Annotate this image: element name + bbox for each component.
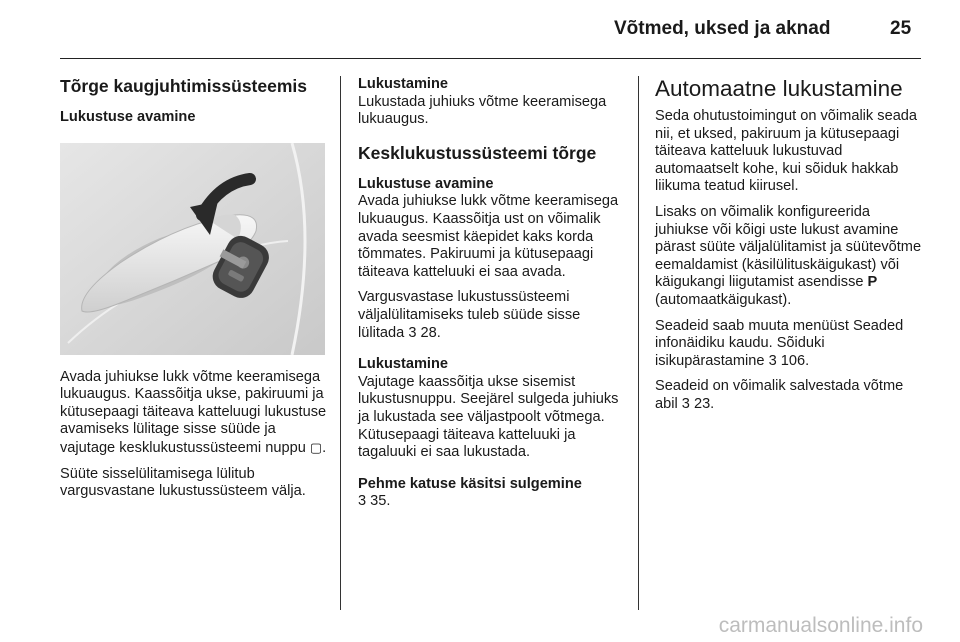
subheading: Lukustamine	[358, 76, 449, 92]
subheading: Lukustamine	[358, 356, 449, 373]
subheading: Lukustuse avamine	[60, 109, 196, 125]
paragraph: Seda ohutustoimingut on võimalik seada nii, et uksed, pakiruum ja kütusepaagi täiteava katteluuk lukustuvad automaatselt kohe, kui sõiduk hakkab liikuma teatud kiirusel.	[655, 108, 918, 195]
page-reference: 3 23.	[681, 395, 715, 412]
svg-text:carmanualsonline.info: carmanualsonline.info	[718, 614, 923, 637]
paragraph: Vargusvastase lukustussüsteemi väljalülitamiseks tuleb süüde sisse lülitada 3 28.	[358, 289, 581, 341]
paragraph: Vajutage kaassõitja ukse sisemist lukustusnuppu. Seejärel sulgeda juhiuks ja lukustada see väljastpoolt võtmega. Kütusepaagi täiteava katteluuki ja tagaluuki ei saa lukustada.	[358, 373, 619, 461]
lock-icon: ▢	[309, 439, 323, 455]
door-handle-key-icon	[60, 143, 325, 355]
column-divider	[638, 76, 639, 610]
door-handle-illustration	[60, 143, 325, 355]
paragraph: Avada juhiukse lukk võtme keeramisega lukuaugus. Kaassõitja ust on võimalik avada seesmist käepidet kaks korda tõmmates. Pakiruumi ja kütusepaagi täiteava katteluuki ei saa avada.	[358, 193, 619, 280]
page-reference: 3 28.	[408, 324, 441, 341]
header-title: Võtmed, uksed ja aknad	[614, 18, 831, 39]
page-reference: 3 106.	[768, 352, 810, 369]
section-heading: Kesklukustussüsteemi tõrge	[358, 142, 597, 163]
subheading: Lukustuse avamine	[358, 175, 494, 192]
section-heading: Tõrge kaugjuhtimissüsteemis	[60, 76, 308, 96]
header-rule	[60, 58, 921, 59]
section-heading: Automaatne lukustamine	[655, 76, 903, 101]
column-2	[358, 76, 620, 519]
column-divider	[340, 76, 341, 610]
paragraph: Avada juhiukse lukk võtme keeramisega lukuaugus. Kaassõitja ukse, pakiruumi ja kütusepaagi täiteava katteluugi lukustuse avamiseks lülitage sisse süüde ja vajutage kesklukustussüsteemi nuppu ▢.	[60, 368, 327, 456]
paragraph: Lukustada juhiuks võtme keeramisega lukuaugus.	[358, 93, 607, 128]
gear-position: P	[867, 274, 878, 291]
paragraph: Seadeid on võimalik salvestada võtme abil 3 23.	[655, 378, 904, 412]
paragraph: Süüte sisselülitamisega lülitub vargusvastane lukustussüsteem välja.	[60, 465, 306, 500]
paragraph: Lisaks on võimalik konfigureerida juhiukse või kõigi uste lukust avamine pärast süüte väljalülitamist ja süütevõtme eemaldamist (käsilülituskäigukast) või käigukangi liigutamist asendisse P (automaatkäigukast).	[655, 203, 922, 308]
paragraph: Seadeid saab muuta menüüst Seaded infonäidiku kaudu. Sõiduki isikupärastamine 3 106.	[655, 317, 904, 369]
column-3	[655, 76, 925, 422]
watermark	[625, 610, 925, 640]
subheading: Pehme katuse käsitsi sulgemine	[358, 475, 582, 492]
column-1	[60, 76, 328, 509]
page-number: 25	[890, 18, 912, 39]
page-reference: 3 35.	[358, 493, 391, 510]
